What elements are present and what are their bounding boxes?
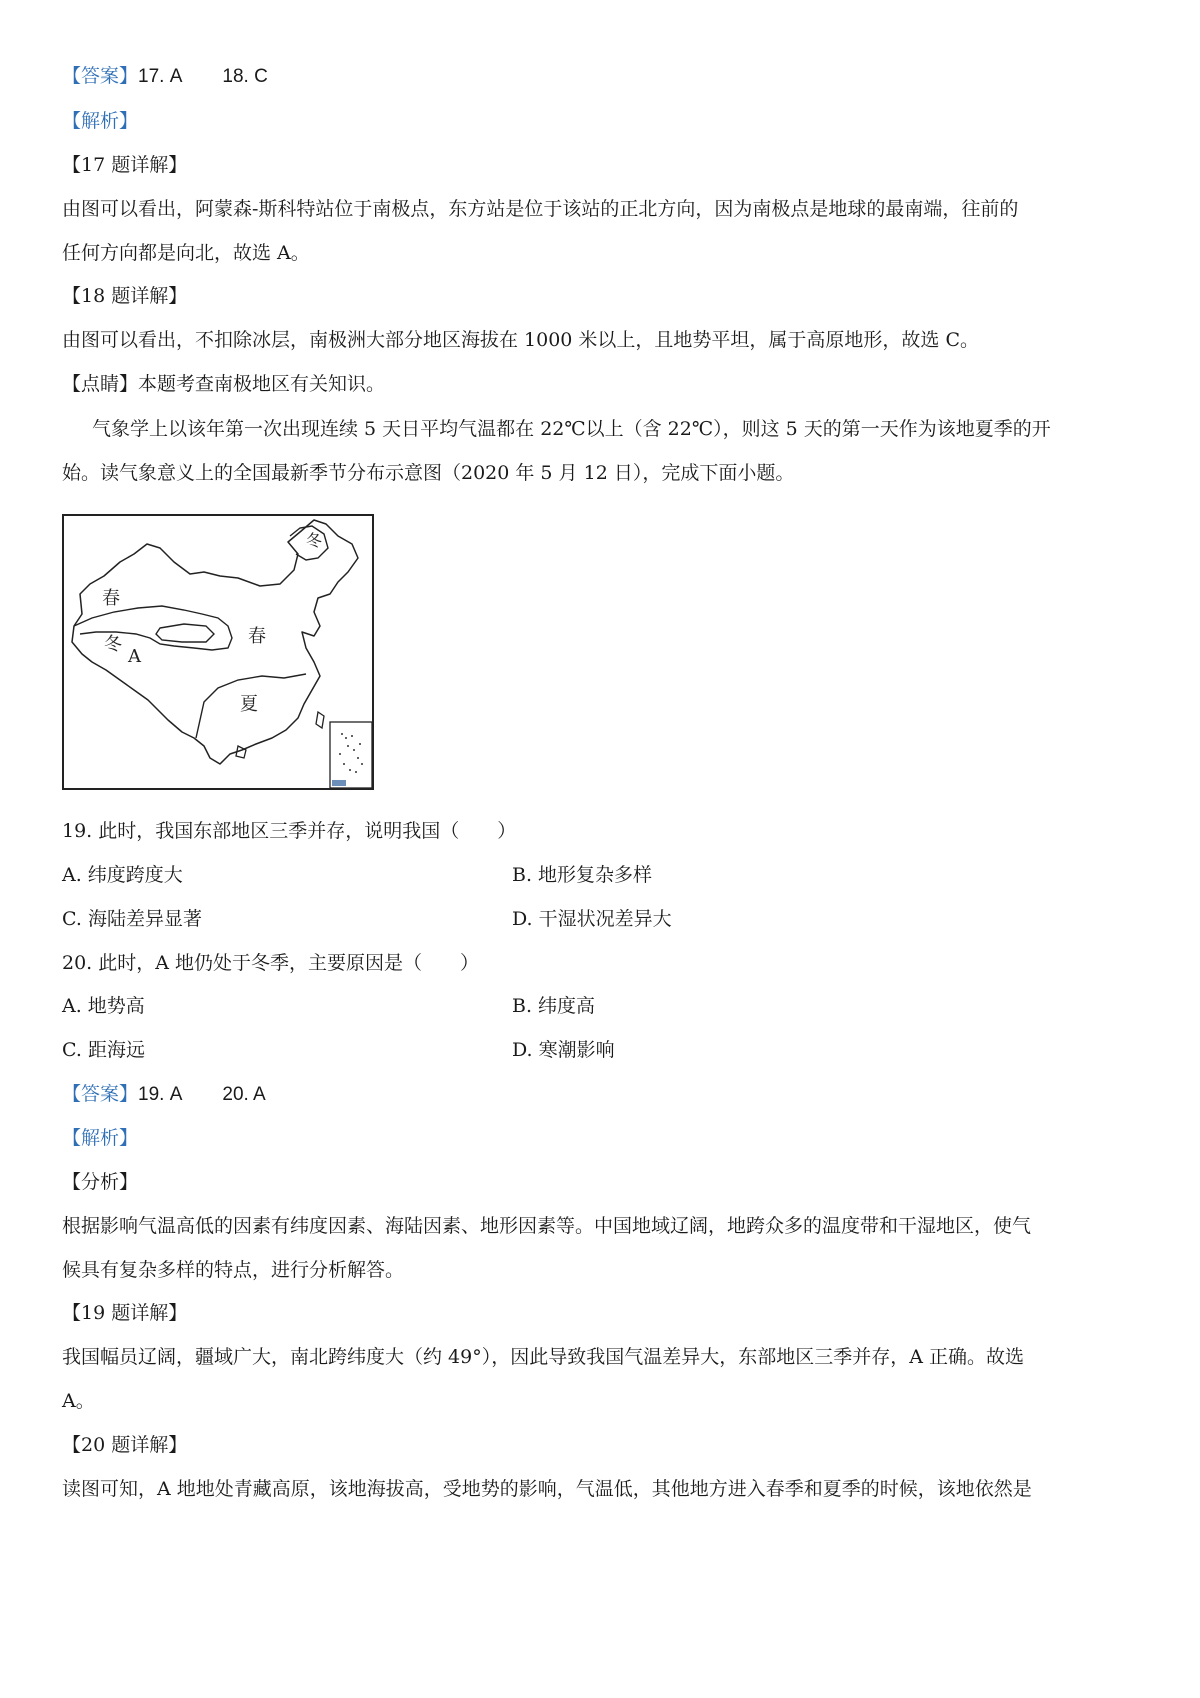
answer-17: 17. A bbox=[138, 66, 183, 87]
q20-option-b[interactable]: B. 纬度高 bbox=[512, 995, 596, 1017]
label-summer: 夏 bbox=[240, 694, 258, 715]
china-season-map bbox=[62, 514, 374, 790]
q19-option-b[interactable]: B. 地形复杂多样 bbox=[512, 864, 653, 886]
south-china-sea-inset bbox=[330, 722, 372, 788]
q19-option-d[interactable]: D. 干湿状况差异大 bbox=[512, 908, 672, 930]
label-spring-east: 春 bbox=[248, 626, 266, 647]
label-winter-west: 冬 bbox=[104, 634, 122, 655]
q20-heading: 【20 题详解】 bbox=[62, 1434, 188, 1456]
label-winter-northeast: 冬 bbox=[306, 531, 323, 550]
q20-option-a[interactable]: A. 地势高 bbox=[62, 995, 145, 1017]
label-point-a: A bbox=[128, 646, 141, 667]
analysis-tag-2: 【解析】 bbox=[62, 1127, 139, 1149]
q19-option-a[interactable]: A. 纬度跨度大 bbox=[62, 864, 183, 886]
season-map-figure bbox=[62, 514, 374, 790]
q20-option-d[interactable]: D. 寒潮影响 bbox=[512, 1039, 615, 1061]
label-spring-west: 春 bbox=[102, 588, 120, 609]
answer-line-19-20 bbox=[62, 1082, 266, 1107]
intro-line1: 气象学上以该年第一次出现连续 5 天日平均气温都在 22℃以上（含 22℃），则这 5 天的第一天作为该地夏季的开 bbox=[92, 418, 1051, 440]
comment-note: 【点睛】本题考查南极地区有关知识。 bbox=[62, 373, 386, 395]
q19-explanation-line1: 我国幅员辽阔，疆域广大，南北跨纬度大（约 49°），因此导致我国气温差异大，东部地区三季并存，A 正确。故选 bbox=[62, 1346, 1024, 1368]
q19-heading: 【19 题详解】 bbox=[62, 1302, 188, 1324]
q17-heading: 【17 题详解】 bbox=[62, 154, 188, 176]
fenxi-line2: 候具有复杂多样的特点，进行分析解答。 bbox=[62, 1259, 405, 1281]
fenxi-heading: 【分析】 bbox=[62, 1171, 139, 1193]
q17-explanation-line1: 由图可以看出，阿蒙森-斯科特站位于南极点，东方站是位于该站的正北方向，因为南极点是地球的最南端，往前的 bbox=[62, 198, 1019, 220]
q17-explanation-line2: 任何方向都是向北，故选 A。 bbox=[62, 242, 310, 264]
analysis-tag: 【解析】 bbox=[62, 110, 139, 132]
q18-explanation: 由图可以看出，不扣除冰层，南极洲大部分地区海拔在 1000 米以上，且地势平坦，属于高原地形，故选 C。 bbox=[62, 329, 980, 351]
answer-tag: 【答案】 bbox=[62, 65, 139, 87]
q20-option-c[interactable]: C. 距海远 bbox=[62, 1039, 145, 1061]
answer-18: 18. C bbox=[222, 66, 268, 87]
q20-explanation-line1: 读图可知，A 地地处青藏高原，该地海拔高，受地势的影响，气温低，其他地方进入春季和夏季的时候，该地依然是 bbox=[62, 1478, 1032, 1500]
answer-line-17-18 bbox=[62, 64, 268, 89]
q19-explanation-line2: A。 bbox=[62, 1390, 95, 1412]
answer-20: 20. A bbox=[222, 1084, 266, 1105]
q19-option-c[interactable]: C. 海陆差异显著 bbox=[62, 908, 202, 930]
intro-line2: 始。读气象意义上的全国最新季节分布示意图（2020 年 5 月 12 日），完成下面小题。 bbox=[62, 462, 795, 484]
answer-19: 19. A bbox=[138, 1084, 183, 1105]
q20-stem: 20. 此时，A 地仍处于冬季，主要原因是（ ） bbox=[62, 952, 480, 974]
answer-tag: 【答案】 bbox=[62, 1083, 139, 1105]
fenxi-line1: 根据影响气温高低的因素有纬度因素、海陆因素、地形因素等。中国地域辽阔，地跨众多的温度带和干湿地区，使气 bbox=[62, 1215, 1032, 1237]
q19-stem: 19. 此时，我国东部地区三季并存，说明我国（ ） bbox=[62, 820, 517, 842]
q18-heading: 【18 题详解】 bbox=[62, 285, 188, 307]
